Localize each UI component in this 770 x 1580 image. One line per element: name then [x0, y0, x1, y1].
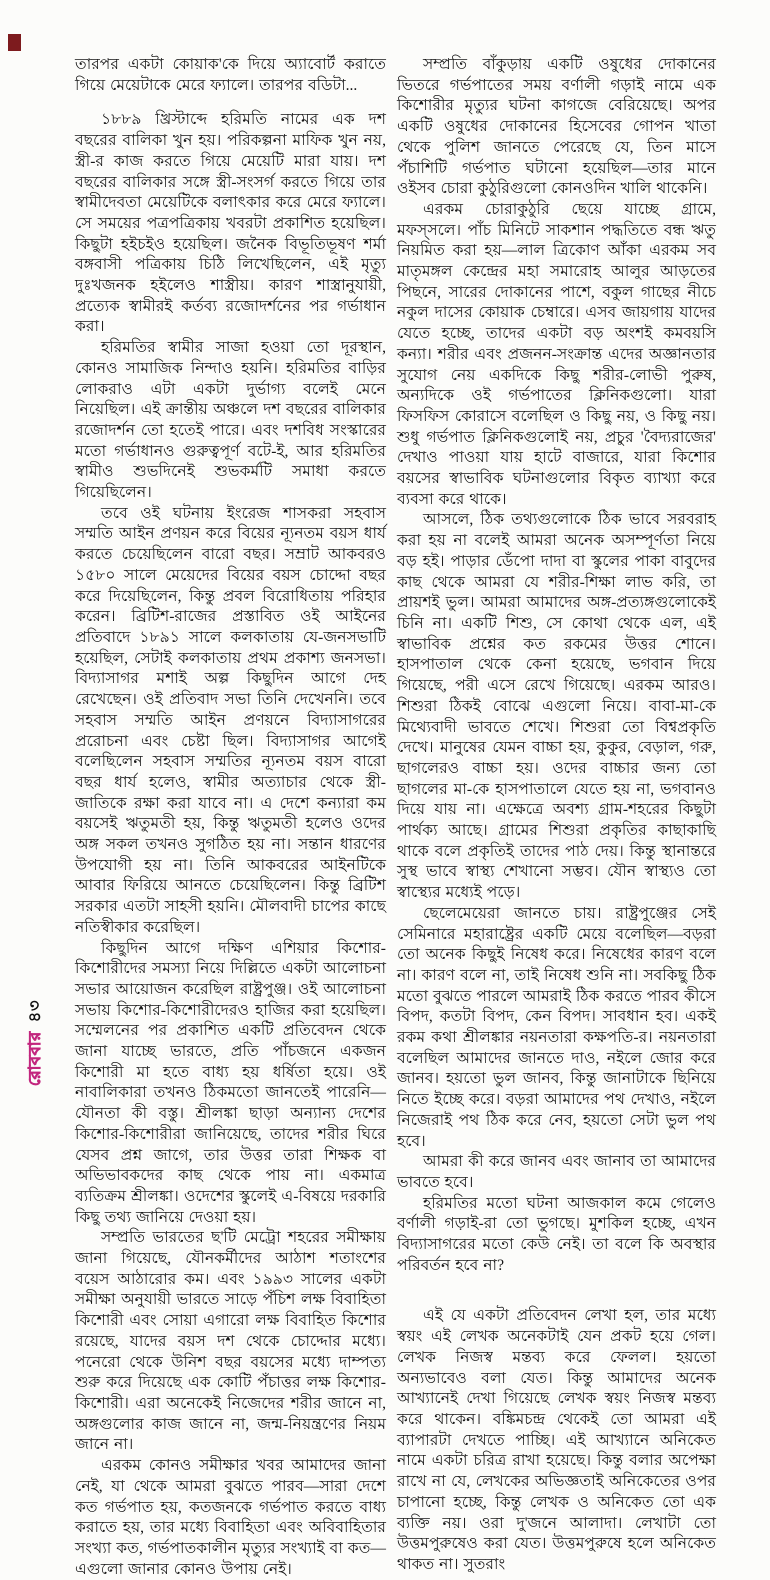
paragraph: হরিমতির স্বামীর সাজা হওয়া তো দূরস্থান, কোনও সামাজিক নিন্দাও হয়নি। হরিমতির বাড়ির লোকরাও এটা একটা দুর্ভাগ্য বলেই মেনে নিয়েছিল। এই ক্রান্তীয় অঞ্চলে দশ বছরের বালিকার রজোদর্শন তো হতেই পারে। এবং দশবিধ সংস্কারের মতো গর্ভাধানও গুরুত্বপূর্ণ বটে-ই, আর হরিমতির স্বামীও শুভদিনেই শুভকর্মটি সমাধা করতে গিয়েছিলেন। — [75, 339, 386, 502]
paragraph: হরিমতির মতো ঘটনা আজকাল কমে গেলেও বর্ণালী গড়াই-রা তো ভুগছে। মুশকিল হচ্ছে, এখন বিদ্যাসাগরের মতো কেউ নেই। তা বলে কি অবস্থার পরিবর্তন হবে না? — [397, 1194, 716, 1274]
magazine-title: রোববার — [24, 1031, 44, 1087]
spine-masthead — [18, 988, 52, 1098]
paragraph: এই যে একটা প্রতিবেদন লেখা হল, তার মধ্যে স্বয়ং এই লেখক অনেকটাই যেন প্রকট হয়ে গেল। লেখক নিজস্ব মন্তব্য করে ফেলল। হয়তো অন্যভাবেও বলা যেত। কিন্তু আমাদের অনেক আখ্যানেই দেখা গিয়েছে লেখক স্বয়ং নিজস্ব মন্তব্য করে থাকেন। বঙ্কিমচন্দ্র থেকেই তো আমরা এই ব্যাপারটা দেখতে পাচ্ছি। এই আখ্যানে অনিকেত নামে একটা চরিত্র রাখা হয়েছে। কিন্তু বলার অপেক্ষা রাখে না যে, লেখকের অভিজ্ঞতাই অনিকেতের ওপর চাপানো হচ্ছে, কিন্তু লেখক ও অনিকেত তো এক ব্যক্তি নয়। ওরা দু'জনে আলাদা। লেখাটা তো উত্তমপুরুষেও করা যেত। উত্তমপুরুষে হলে অনিকেত থাকত না। সুতরাং — [397, 1307, 716, 1573]
paragraph: আসলে, ঠিক তথ্যগুলোকে ঠিক ভাবে সরবরাহ করা হয় না বলেই আমরা অনেক অসম্পূর্ণতা নিয়ে বড় হই। পাড়ার ডেঁপো দাদা বা স্কুলের পাকা বাবুদের কাছ থেকে আমরা যে শরীর-শিক্ষা লাভ করি, তা প্রায়শই ভুল। আমরা আমাদের অঙ্গ-প্রত্যঙ্গগুলোকেই চিনি না। একটি শিশু, সে কোথা থেকে এল, এই স্বাভাবিক প্রশ্নের কত রকমের উত্তর শোনে। হাসপাতাল থেকে কেনা হয়েছে, ভগবান দিয়ে গিয়েছে, পরী এসে রেখে গিয়েছে। এরকম আরও। শিশুরা ঠিকই বোঝে এগুলো নিয়ে। বাবা-মা-কে মিথ্যেবাদী ভাবতে শেখে। শিশুরা তো বিশ্বপ্রকৃতি দেখে। মানুষের যেমন বাচ্চা হয়, কুকুর, বেড়াল, গরু, ছাগলেরও বাচ্চা হয়। ওদের বাচ্চার জন্য তো ছাগলের মা-কে হাসপাতালে যেতে হয় না, ভগবানও দিয়ে যায় না। এক্ষেত্রে অবশ্য গ্রাম-শহরের কিছুটা পার্থক্য আছে। গ্রামের শিশুরা প্রকৃতির কাছাকাছি থাকে বলে প্রকৃতিই তাদের পাঠ দেয়। কিন্তু স্থানান্তরে সুস্থ ভাবে স্বাস্থ্য শেখানো সম্ভব। যৌন স্বাস্থ্যও তো স্বাস্থ্যের মধ্যেই পড়ে। — [397, 511, 716, 902]
paragraph: এরকম চোরাকুঠুরি ছেয়ে যাচ্ছে গ্রামে, মফস্সলে। পাঁচ মিনিটে সাকশান পদ্ধতিতে বন্ধ ঋতু নিয়মিত করা হয়—লাল ত্রিকোণ আঁকা এরকম সব মাতৃমঙ্গল কেন্দ্রের মহা সমারোহ আলুর আড়তের পিছনে, সারের দোকানের পাশে, বকুল গাছের নীচে নকুল দাসের কোয়াক চেম্বারে। এসব জায়গায় যাদের যেতে হচ্ছে, তাদের একটা বড় অংশই কমবয়সি কন্যা। শরীর এবং প্রজনন-সংক্রান্ত এদের অজ্ঞানতার সুযোগ নেয় একদিকে কিছু শরীর-লোভী পুরুষ, অন্যদিকে ওই গর্ভপাতের ক্লিনিকগুলো। যারা ফিসফিস কোরাসে বলেছিল ও কিছু নয়, ও কিছু নয়। শুধু গর্ভপাত ক্লিনিকগুলোই নয়, প্রচুর 'বৈদ্যরাজের' দেখাও পাওয়া যায় হাটে বাজারে, যারা কিশোর বয়সের স্বাভাবিক ঘটনাগুলোর বিকৃত ব্যাখ্যা করে ব্যবসা করে থাকে। — [397, 200, 716, 508]
article-body — [75, 55, 716, 1580]
paragraph: ১৮৮৯ খ্রিস্টাব্দে হরিমতি নামের এক দশ বছরের বালিকা খুন হয়। পরিকল্পনা মাফিক খুন নয়, স্ত্রী-র কাজ করতে গিয়ে মেয়েটি মারা যায়। দশ বছরের বালিকার সঙ্গে স্ত্রী-সংসর্গ করতে গিয়ে তার স্বামীদেবতা মেয়েটিকে বলাৎকার করে মেরে ফ্যালে। সে সময়ের পত্রপত্রিকায় খবরটা প্রকাশিত হয়েছিল। কিছুটা হইচইও হয়েছিল। জনৈক বিভূতিভূষণ শর্মা বঙ্গবাসী পত্রিকায় চিঠি লিখেছিলেন, এই মৃত্যু দুঃখজনক হইলেও শাস্ত্রীয়। কারণ শাস্ত্রানুযায়ী, প্রত্যেক স্বামীরই কর্তব্য রজোদর্শনের পর গর্ভাধান করা। — [75, 111, 386, 336]
text-column-left — [75, 55, 386, 1580]
paragraph: সম্প্রতি ভারতের ছ'টি মেট্রো শহরের সমীক্ষায় জানা গিয়েছে, যৌনকর্মীদের আঠাশ শতাংশের বয়েস আঠারোর কম। এবং ১৯৯৩ সালের একটা সমীক্ষা অনুযায়ী ভারতে সাড়ে পঁচিশ লক্ষ বিবাহিতা কিশোরী এবং সোয়া এগারো লক্ষ বিবাহিত কিশোর রয়েছে, যাদের বয়স দশ থেকে চোদ্দোর মধ্যে। পনেরো থেকে উনিশ বছর বয়সের মধ্যে দাম্পত্য শুরু করে দিয়েছে এক কোটি পঁচাত্তর লক্ষ কিশোর-কিশোরী। এরা অনেকেই নিজেদের শরীর জানে না, অঙ্গগুলোর কাজ জানে না, জন্ম-নিয়ন্ত্রণের নিয়ম জানে না। — [75, 1229, 386, 1454]
paragraph: এরকম কোনও সমীক্ষার খবর আমাদের জানা নেই, যা থেকে আমরা বুঝতে পারব—সারা দেশে কত গর্ভপাত হয়, কতজনকে গর্ভপাত করতে বাধ্য করাতে হয়, তার মধ্যে বিবাহিতা এবং অবিবাহিতার সংখ্যা কত, গর্ভপাতকালীন মৃত্যুর সংখ্যাই বা কত—এগুলো জানার কোনও উপায় নেই। — [75, 1457, 386, 1578]
paragraph: তবে ওই ঘটনায় ইংরেজ শাসকরা সহবাস সম্মতি আইন প্রণয়ন করে বিয়ের ন্যূনতম বয়স ধার্য করতে চেয়েছিলেন বারো বছর। সম্রাট আকবরও ১৫৮০ সালে মেয়েদের বিয়ের বয়স চোদ্দো বছর করে দিয়েছিলেন, কিন্তু প্রবল বিরোধিতায় পরিহার করেন। ব্রিটিশ-রাজের প্রস্তাবিত ওই আইনের প্রতিবাদে ১৮৯১ সালে কলকাতায় যে-জনসভাটি হয়েছিল, সেটাই কলকাতায় প্রথম প্রকাশ্য জনসভা। বিদ্যাসাগর মশাই অল্প কিছুদিন আগে দেহ রেখেছেন। ওই প্রতিবাদ সভা তিনি দেখেননি। তবে সহবাস সম্মতি আইন প্রণয়নে বিদ্যাসাগরের প্ররোচনা এবং চেষ্টা ছিল। বিদ্যাসাগর আগেই বলেছিলেন সহবাস সম্মতির ন্যূনতম বয়স বারো বছর ধার্য হলেও, স্বামীর অত্যাচার থেকে স্ত্রী-জাতিকে রক্ষা করা যাবে না। এ দেশে কন্যারা কম বয়সেই ঋতুমতী হয়, কিন্তু ঋতুমতী হলেও ওদের অঙ্গ সকল তখনও সুগঠিত হয় না। সন্তান ধারণের উপযোগী হয় না। তিনি আকবরের আইনটিকে আবার ফিরিয়ে আনতে চেয়েছিলেন। কিন্তু ব্রিটিশ সরকার এতটা সাহসী হয়নি। মৌলবাদী চাপের কাছে নতিস্বীকার করেছিল। — [75, 504, 386, 936]
paragraph: ছেলেমেয়েরা জানতে চায়। রাষ্ট্রপুঞ্জের সেই সেমিনারে মহারাষ্ট্রের একটি মেয়ে বলেছিল—বড়রা তো অনেক কিছুই নিষেধ করে। নিষেধের কারণ বলে না। কারণ বলে না, তাই নিষেধ শুনি না। সবকিছু ঠিক মতো বুঝতে পারলে আমরাই ঠিক করতে পারব কীসে বিপদ, কতটা বিপদ, কেন বিপদ। সাবধান হব। একই রকম কথা শ্রীলঙ্কার নয়নতারা কক্ষপতি-র। নয়নতারা বলেছিল আমাদের জানতে দাও, নইলে জোর করে জানব। হয়তো ভুল জানব, কিন্তু জানাটাকে ছিনিয়ে নিতে ইচ্ছে করে। বড়রা আমাদের পথ দেখাও, নইলে নিজেরাই পথ ঠিক করে নেব, হয়তো সেটা ভুল পথ হবে। — [397, 904, 716, 1150]
paragraph: সম্প্রতি বাঁকুড়ায় একটি ওষুধের দোকানের ভিতরে গর্ভপাতের সময় বর্ণালী গড়াই নামে এক কিশোরীর মৃত্যুর ঘটনা কাগজে বেরিয়েছে। অপর একটি ওষুধের দোকানের হিসেবের গোপন খাতা থেকে পুলিশ জানতে পেরেছে যে, তিন মাসে পঁচাশিটি গর্ভপাত ঘটানো হয়েছিল—তার মানে ওইসব চোরা কুঠুরিগুলো কোনওদিন খালি থাকেনি। — [397, 56, 716, 198]
text-column-right — [397, 55, 716, 1580]
paragraph: তারপর একটা কোয়াক'কে দিয়ে অ্যাবোর্ট করাতে গিয়ে মেয়েটাকে মেরে ফ্যালে। তারপর বডিটা... — [75, 56, 386, 94]
paragraph: কিছুদিন আগে দক্ষিণ এশিয়ার কিশোর-কিশোরীদের সমস্যা নিয়ে দিল্লিতে একটা আলোচনা সভার আয়োজন করেছিল রাষ্ট্রপুঞ্জ। ওই আলোচনা সভায় কিশোর-কিশোরীদেরও হাজির করা হয়েছিল। সম্মেলনের পর প্রকাশিত একটি প্রতিবেদন থেকে জানা যাচ্ছে ভারতে, প্রতি পাঁচজনে একজন কিশোরী মা হতে বাধ্য হয় ধর্ষিতা হয়ে। ওই নাবালিকারা তখনও ঠিকমতো জানতেই পারেনি—যৌনতা কী বস্তু। শ্রীলঙ্কা ছাড়া অন্যান্য দেশের কিশোর-কিশোরীরা জানিয়েছে, তাদের শরীর ঘিরে যেসব প্রশ্ন জাগে, তার উত্তর তারা শিক্ষক বা অভিভাবকদের কাছ থেকে পায় না। একমাত্র ব্যতিক্রম শ্রীলঙ্কা। ওদেশের স্কুলেই এ-বিষয়ে দরকারি কিছু তথ্য জানিয়ে দেওয়া হয়। — [75, 939, 386, 1226]
page-number: ৪৩ — [24, 999, 44, 1023]
paragraph: আমরা কী করে জানব এবং জানাব তা আমাদের ভাবতে হবে। — [397, 1153, 716, 1191]
corner-print-mark — [8, 34, 21, 51]
